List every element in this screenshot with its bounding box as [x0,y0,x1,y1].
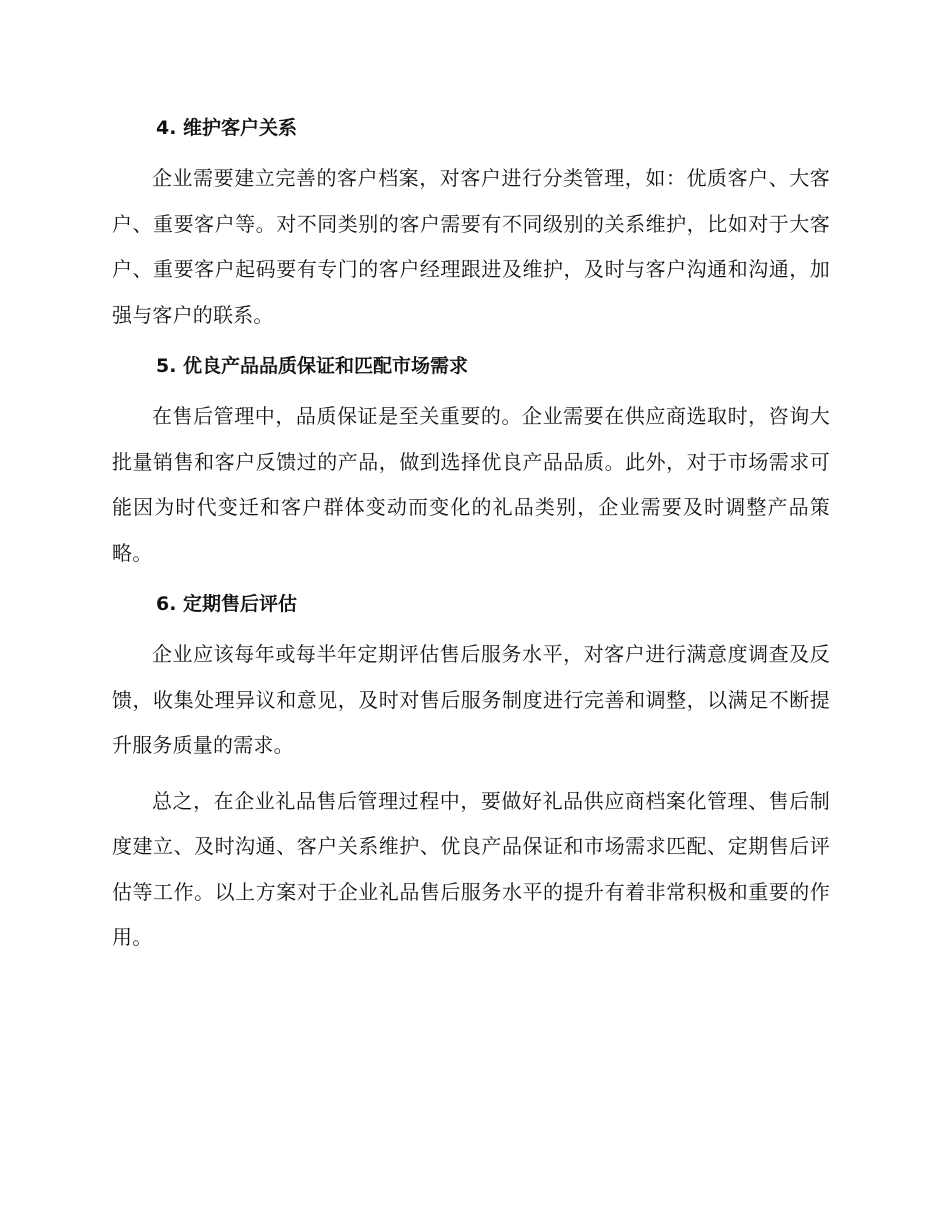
conclusion-paragraph: 总之，在企业礼品售后管理过程中，要做好礼品供应商档案化管理、售后制度建立、及时沟通、客户关系维护、优良产品保证和市场需求匹配、定期售后评估等工作。以上方案对于企业礼品售后服务水平的提升有着非常积极和重要的作用。 [112,788,830,949]
document-body [112,110,830,961]
section-paragraph-5: 在售后管理中，品质保证是至关重要的。企业需要在供应商选取时，咨询大批量销售和客户反馈过的产品，做到选择优良产品品质。此外，对于市场需求可能因为时代变迁和客户群体变动而变化的礼品类别，企业需要及时调整产品策略。 [112,404,830,565]
section-paragraph-6: 企业应该每年或每半年定期评估售后服务水平，对客户进行满意度调查及反馈，收集处理异议和意见，及时对售后服务制度进行完善和调整，以满足不断提升服务质量的需求。 [112,642,830,757]
section-heading-5: 5. 优良产品品质保证和匹配市场需求 [156,355,469,377]
section-heading-4: 4. 维护客户关系 [156,117,298,139]
section-heading-6: 6. 定期售后评估 [156,593,298,615]
section-paragraph-4: 企业需要建立完善的客户档案，对客户进行分类管理，如：优质客户、大客户、重要客户等。对不同类别的客户需要有不同级别的关系维护，比如对于大客户、重要客户起码要有专门的客户经理跟进及维护，及时与客户沟通和沟通，加强与客户的联系。 [112,166,830,327]
